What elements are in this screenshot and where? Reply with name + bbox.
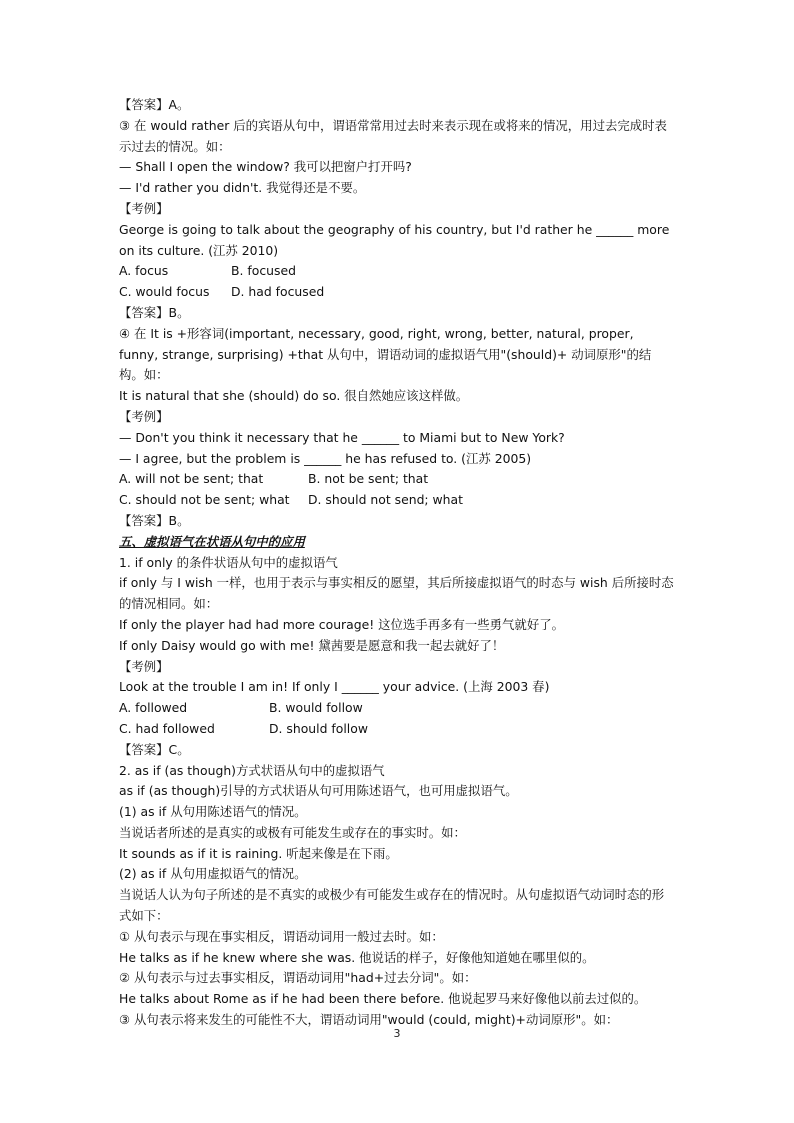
text-line: George is going to talk about the geography of his country, but I'd rather he ______ more on its culture. (江苏 2010) <box>119 221 670 258</box>
answer-options-row <box>119 261 675 282</box>
text-line: — I'd rather you didn't. 我觉得还是不要。 <box>119 180 366 196</box>
text-line: 【考例】 <box>119 408 169 424</box>
answer-options-row <box>119 469 675 490</box>
answer-options-row <box>119 282 675 303</box>
answer-option: C. would focus <box>119 284 210 300</box>
answer-options-row <box>119 698 675 719</box>
text-line: 【答案】B。 <box>119 512 190 528</box>
answer-option: A. will not be sent; that <box>119 471 264 487</box>
text-line: He talks as if he knew where she was. 他说话的样子，好像他知道她在哪里似的。 <box>119 949 595 965</box>
text-line: ② 从句表示与过去事实相反，谓语动词用"had+过去分词"。如： <box>119 970 477 986</box>
text-line: ③ 在 would rather 后的宾语从句中，谓语常常用过去时来表示现在或将来的情况，用过去完成时表示过去的情况。如： <box>119 117 667 154</box>
text-line: if only 与 I wish 一样，也用于表示与事实相反的愿望，其后所接虚拟语气的时态与 wish 后所接时态的情况相同。如： <box>119 575 674 612</box>
text-line: ① 从句表示与现在事实相反，谓语动词用一般过去时。如： <box>119 928 444 944</box>
text-line: ④ 在 It is +形容词(important, necessary, good, right, wrong, better, natural, proper, funny, strange, surprising) +that 从句中，谓语动词的虚拟语气用"(should)+ 动词原形"的结构。如： <box>119 325 652 383</box>
text-line: as if (as though)引导的方式状语从句可用陈述语气，也可用虚拟语气。 <box>119 783 518 799</box>
text-line: He talks about Rome as if he had been there before. 他说起罗马来好像他以前去过似的。 <box>119 991 647 1007</box>
answer-option: C. should not be sent; what <box>119 492 290 508</box>
text-line: Look at the trouble I am in! If only I ______ your advice. (上海 2003 春) <box>119 679 550 695</box>
text-line: — Shall I open the window? 我可以把窗户打开吗? <box>119 159 412 175</box>
section-heading: 五、虚拟语气在状语从句中的应用 <box>119 533 305 549</box>
answer-option: B. not be sent; that <box>308 471 429 487</box>
text-line: 【答案】C。 <box>119 741 190 757</box>
page-content <box>119 95 675 1031</box>
answer-option: A. focus <box>119 263 169 279</box>
text-line: If only Daisy would go with me! 黛茜要是愿意和我一起去就好了！ <box>119 637 505 653</box>
answer-option: A. followed <box>119 700 188 716</box>
answer-option: D. should follow <box>269 720 368 736</box>
text-line: 【考例】 <box>119 200 169 216</box>
answer-option: B. focused <box>231 263 296 279</box>
answer-option: B. would follow <box>269 700 363 716</box>
text-line: (1) as if 从句用陈述语气的情况。 <box>119 804 307 820</box>
text-line: 2. as if (as though)方式状语从句中的虚拟语气 <box>119 762 385 778</box>
text-line: If only the player had had more courage! 这位选手再多有一些勇气就好了。 <box>119 616 564 632</box>
text-line: It sounds as if it is raining. 听起来像是在下雨。 <box>119 845 398 861</box>
text-line: — I agree, but the problem is ______ he has refused to. (江苏 2005) <box>119 450 532 466</box>
text-line: 【答案】B。 <box>119 304 190 320</box>
text-line: 1. if only 的条件状语从句中的虚拟语气 <box>119 554 338 570</box>
text-line: 【考例】 <box>119 658 169 674</box>
answer-options-row <box>119 490 675 511</box>
answer-option: D. had focused <box>231 284 325 300</box>
text-line: — Don't you think it necessary that he ______ to Miami but to New York? <box>119 429 565 445</box>
text-line: 当说话人认为句子所述的是不真实的或极少有可能发生或存在的情况时。从句虚拟语气动词时态的形式如下： <box>119 887 665 924</box>
text-line: It is natural that she (should) do so. 很自然她应该这样做。 <box>119 388 469 404</box>
page-number: 3 <box>393 1027 401 1040</box>
answer-option: D. should not send; what <box>308 492 463 508</box>
answer-options-row <box>119 719 675 740</box>
text-line: ③ 从句表示将来发生的可能性不大，谓语动词用"would (could, might)+动词原形"。如： <box>119 1012 619 1028</box>
text-line: (2) as if 从句用虚拟语气的情况。 <box>119 866 307 882</box>
answer-option: C. had followed <box>119 720 215 736</box>
text-line: 【答案】A。 <box>119 97 190 112</box>
text-line: 当说话者所述的是真实的或极有可能发生或存在的事实时。如： <box>119 824 466 840</box>
